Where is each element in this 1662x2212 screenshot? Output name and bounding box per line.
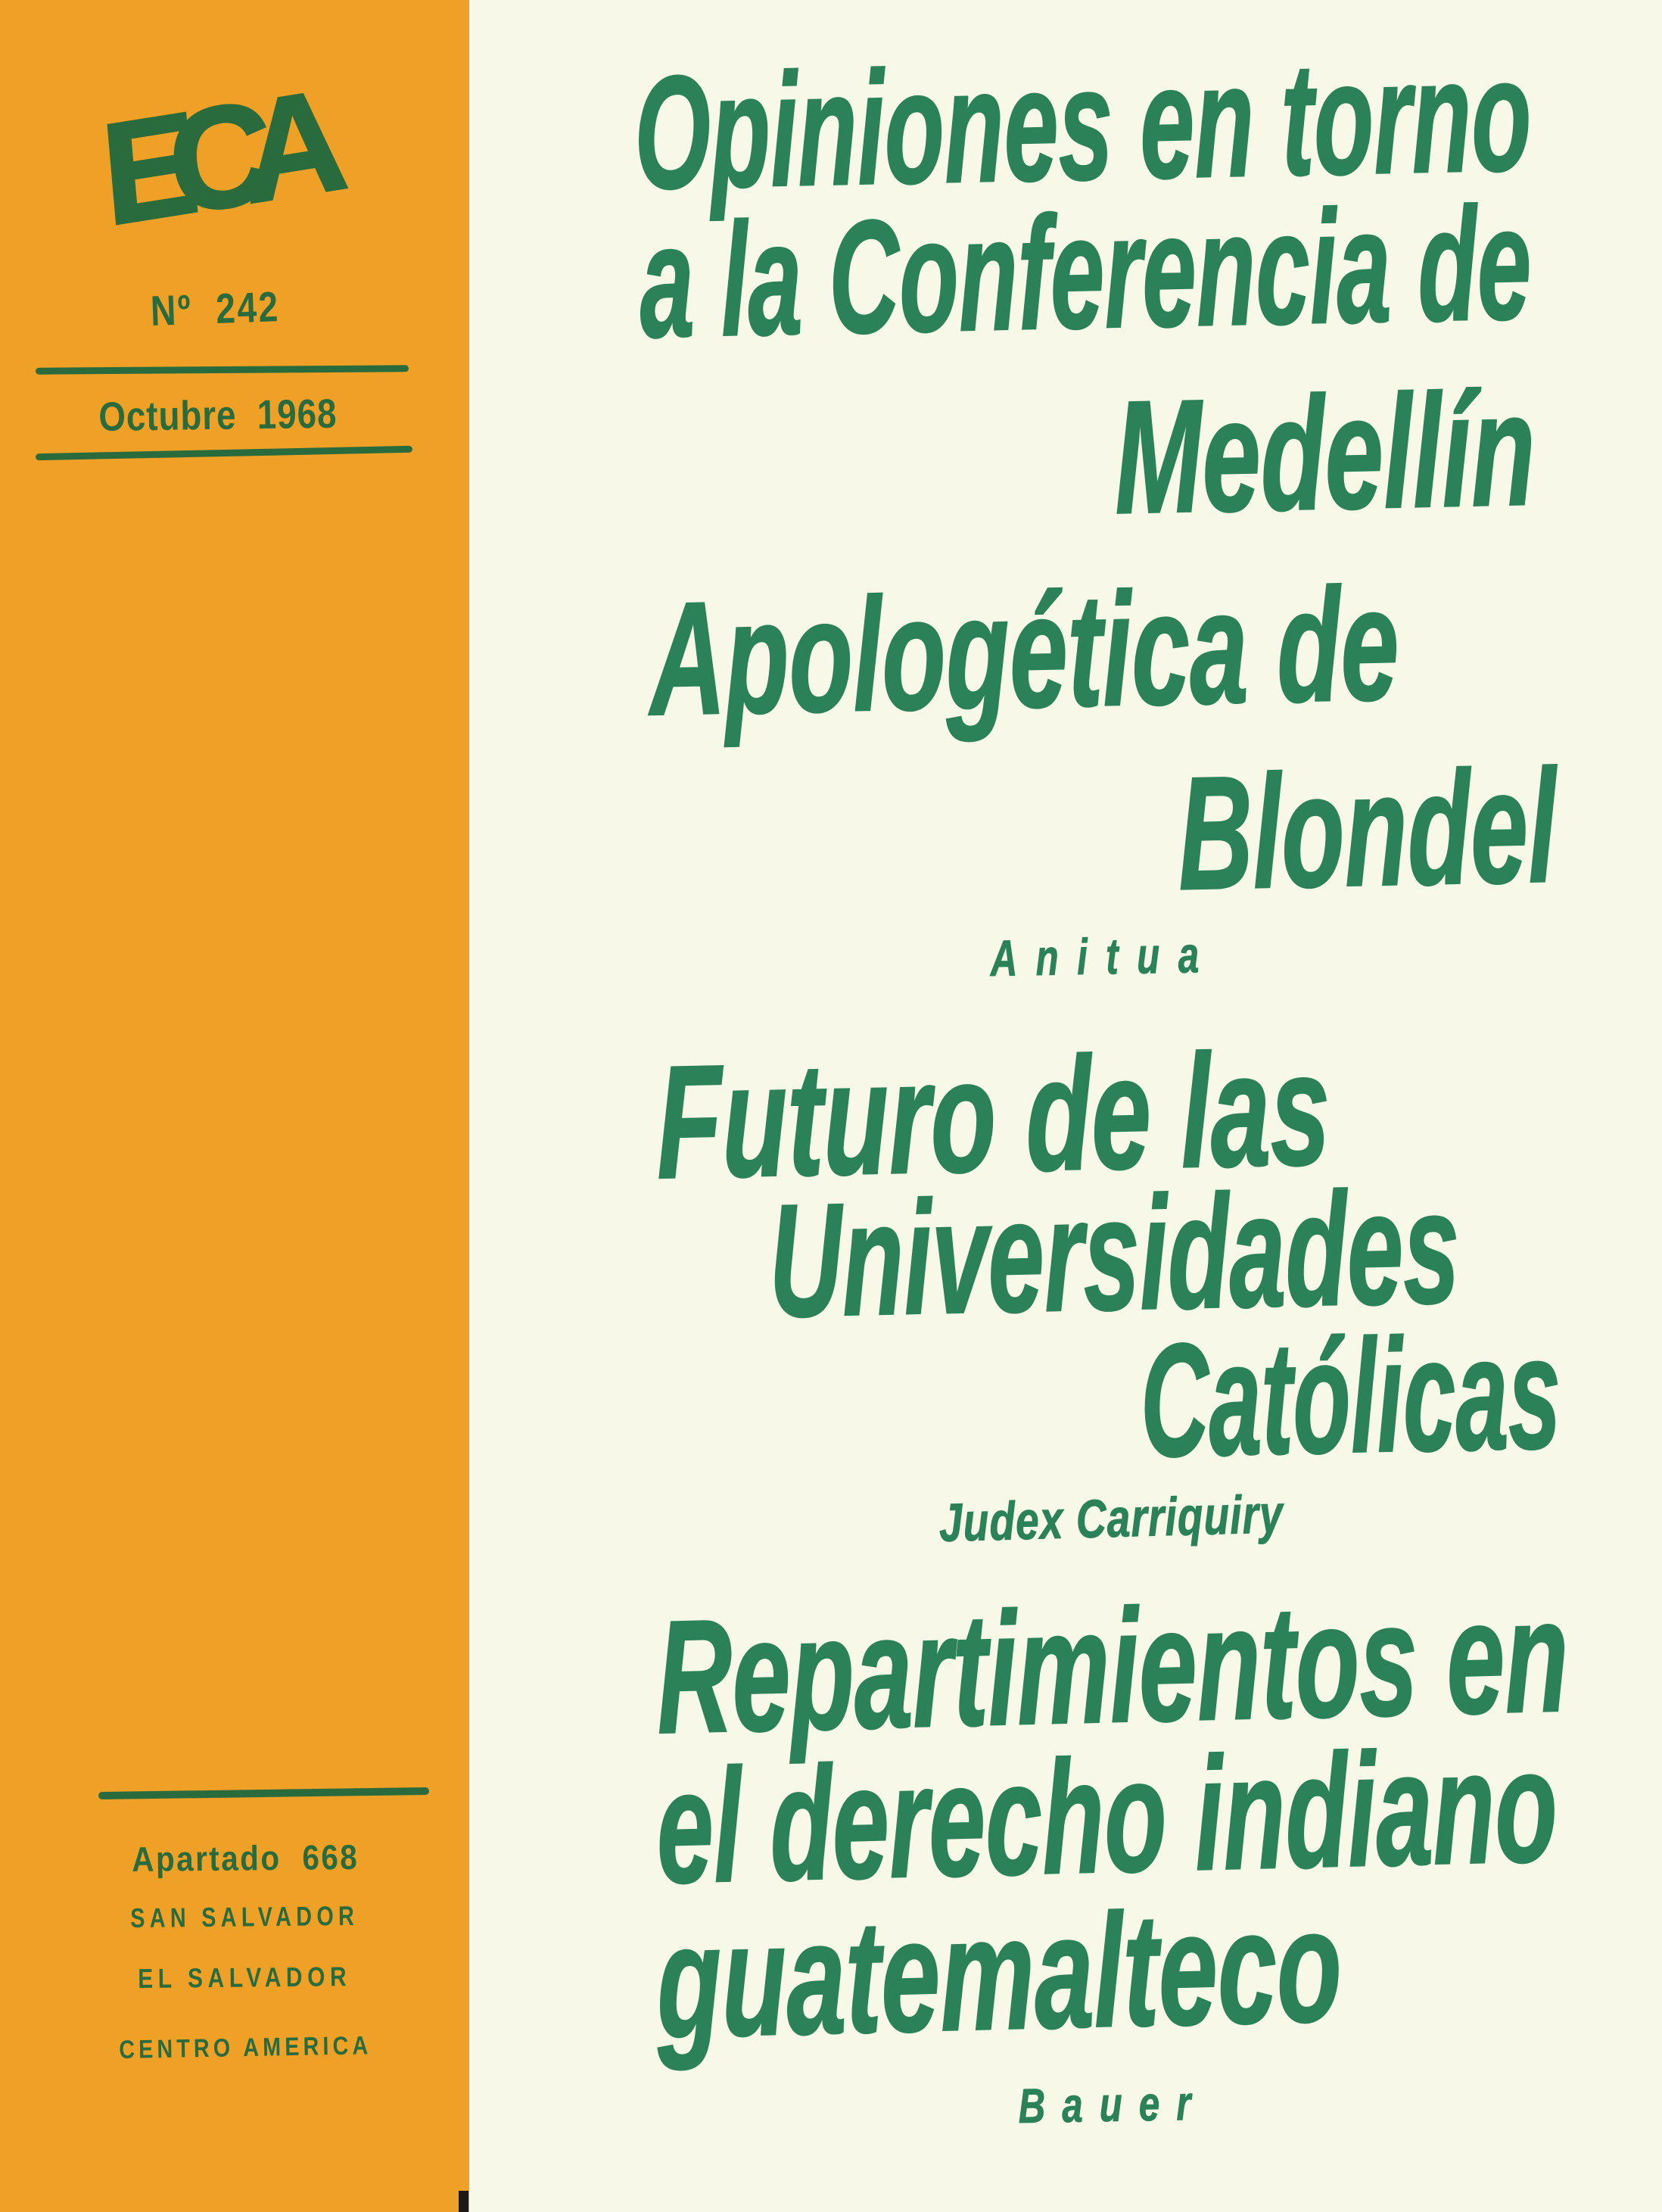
article-4-title-line-2: el derecho indiano [654, 1715, 1560, 1917]
article-4-author: Bauer [1017, 2075, 1209, 2133]
masthead-column [0, 0, 469, 2212]
article-1-title-line-2: a la Conferencia de [637, 173, 1533, 371]
issue-number: Nº 242 [149, 282, 281, 335]
masthead-divider-bottom [36, 446, 412, 460]
address-divider [98, 1787, 429, 1799]
article-4-title-line-1: Repartimientos en [654, 1565, 1571, 1767]
address-line-centro-america: CENTRO AMERICA [118, 2031, 372, 2064]
article-4-title-line-3: guatemalteco [654, 1874, 1344, 2071]
article-2-title-line-2: Blondel [1175, 736, 1558, 924]
article-3-title-line-3: Católicas [1138, 1302, 1563, 1491]
article-3-author: Judex Carriquiry [938, 1485, 1284, 1553]
article-3-title-line-1: Futuro de las [654, 1018, 1332, 1212]
scan-mark [459, 2191, 468, 2212]
address-line-san-salvador: SAN SALVADOR [129, 1899, 359, 1933]
article-1-title-line-1: Opiniones en torno [632, 24, 1533, 223]
article-3-title-line-2: Universidades [767, 1156, 1461, 1351]
article-2-title-line-1: Apologética de [647, 553, 1401, 749]
eca-logo: ECA [96, 62, 325, 257]
issue-date: Octubre 1968 [98, 391, 338, 440]
address-line-apartado: Apartado 668 [131, 1837, 359, 1879]
article-2-author: Anitua [989, 926, 1218, 987]
article-1-title-line-3: Medellín [1112, 359, 1537, 547]
address-line-el-salvador: EL SALVADOR [137, 1961, 352, 1994]
masthead-divider-top [36, 365, 409, 374]
